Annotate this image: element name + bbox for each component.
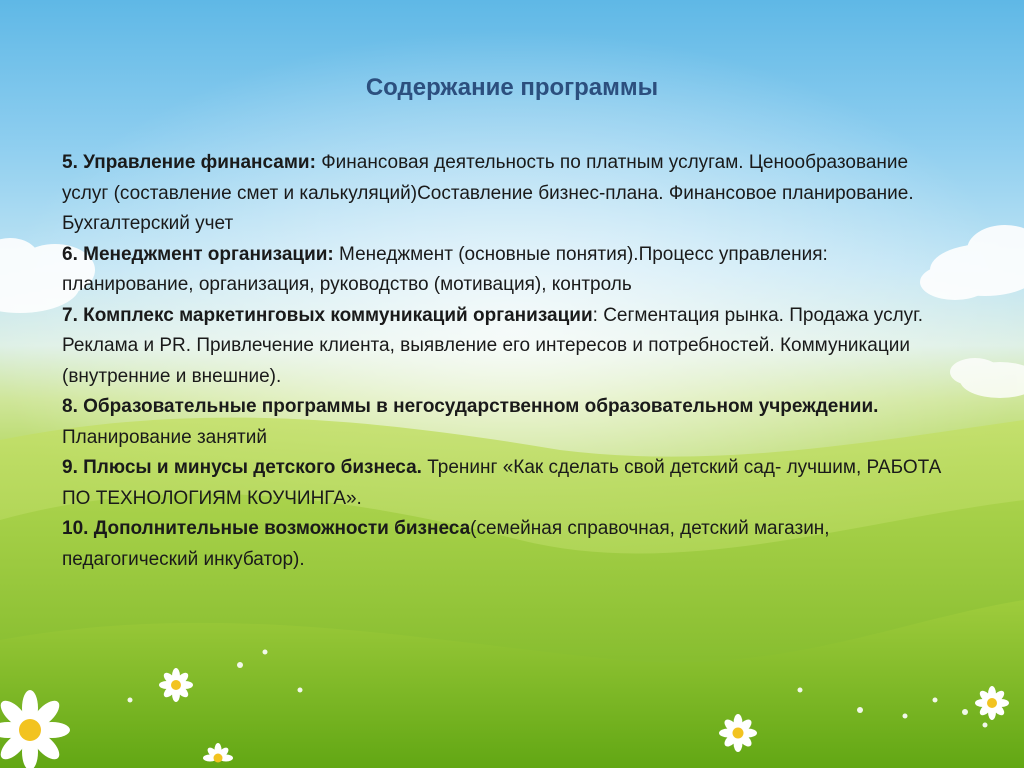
section-10 <box>62 514 952 575</box>
section-5 <box>62 148 952 240</box>
section-text: : Сегментация рынка. Продажа услуг. Реклама и PR. Привлечение клиента, выявление его интересов и потребностей. Коммуникации (внутренние и внешние). <box>62 304 924 387</box>
section-heading: 7. Комплекс маркетинговых коммуникаций организации <box>62 304 593 326</box>
section-heading: 5. Управление финансами: <box>62 152 316 173</box>
section-text: Менеджмент (основные понятия).Процесс управления: планирование, организация, руководство (мотивация), контроль <box>62 243 828 295</box>
section-8 <box>62 392 952 453</box>
section-heading: 9. Плюсы и минусы детского бизнеса. <box>62 457 422 478</box>
slide-title: Содержание программы <box>365 74 659 101</box>
section-7 <box>62 301 952 393</box>
section-9 <box>62 453 952 514</box>
section-text: Финансовая деятельность по платным услугам. Ценообразование услуг (составление смет и калькуляций)Составление бизнес-плана. Финансовое планирование. Бухгалтерский учет <box>62 152 914 234</box>
section-text: (семейная справочная, детский магазин, педагогический инкубатор). <box>62 518 830 570</box>
section-heading: 10. Дополнительные возможности бизнеса <box>62 518 471 539</box>
section-heading: 8. Образовательные программы в негосударственном образовательном учреждении. <box>62 396 879 417</box>
program-contents <box>62 148 952 575</box>
section-heading: 6. Менеджмент организации: <box>62 243 334 265</box>
section-6 <box>62 240 952 301</box>
section-text: Планирование занятий <box>62 426 267 448</box>
section-text: Тренинг «Как сделать свой детский сад- лучшим, РАБОТА ПО ТЕХНОЛОГИЯМ КОУЧИНГА». <box>62 457 942 509</box>
